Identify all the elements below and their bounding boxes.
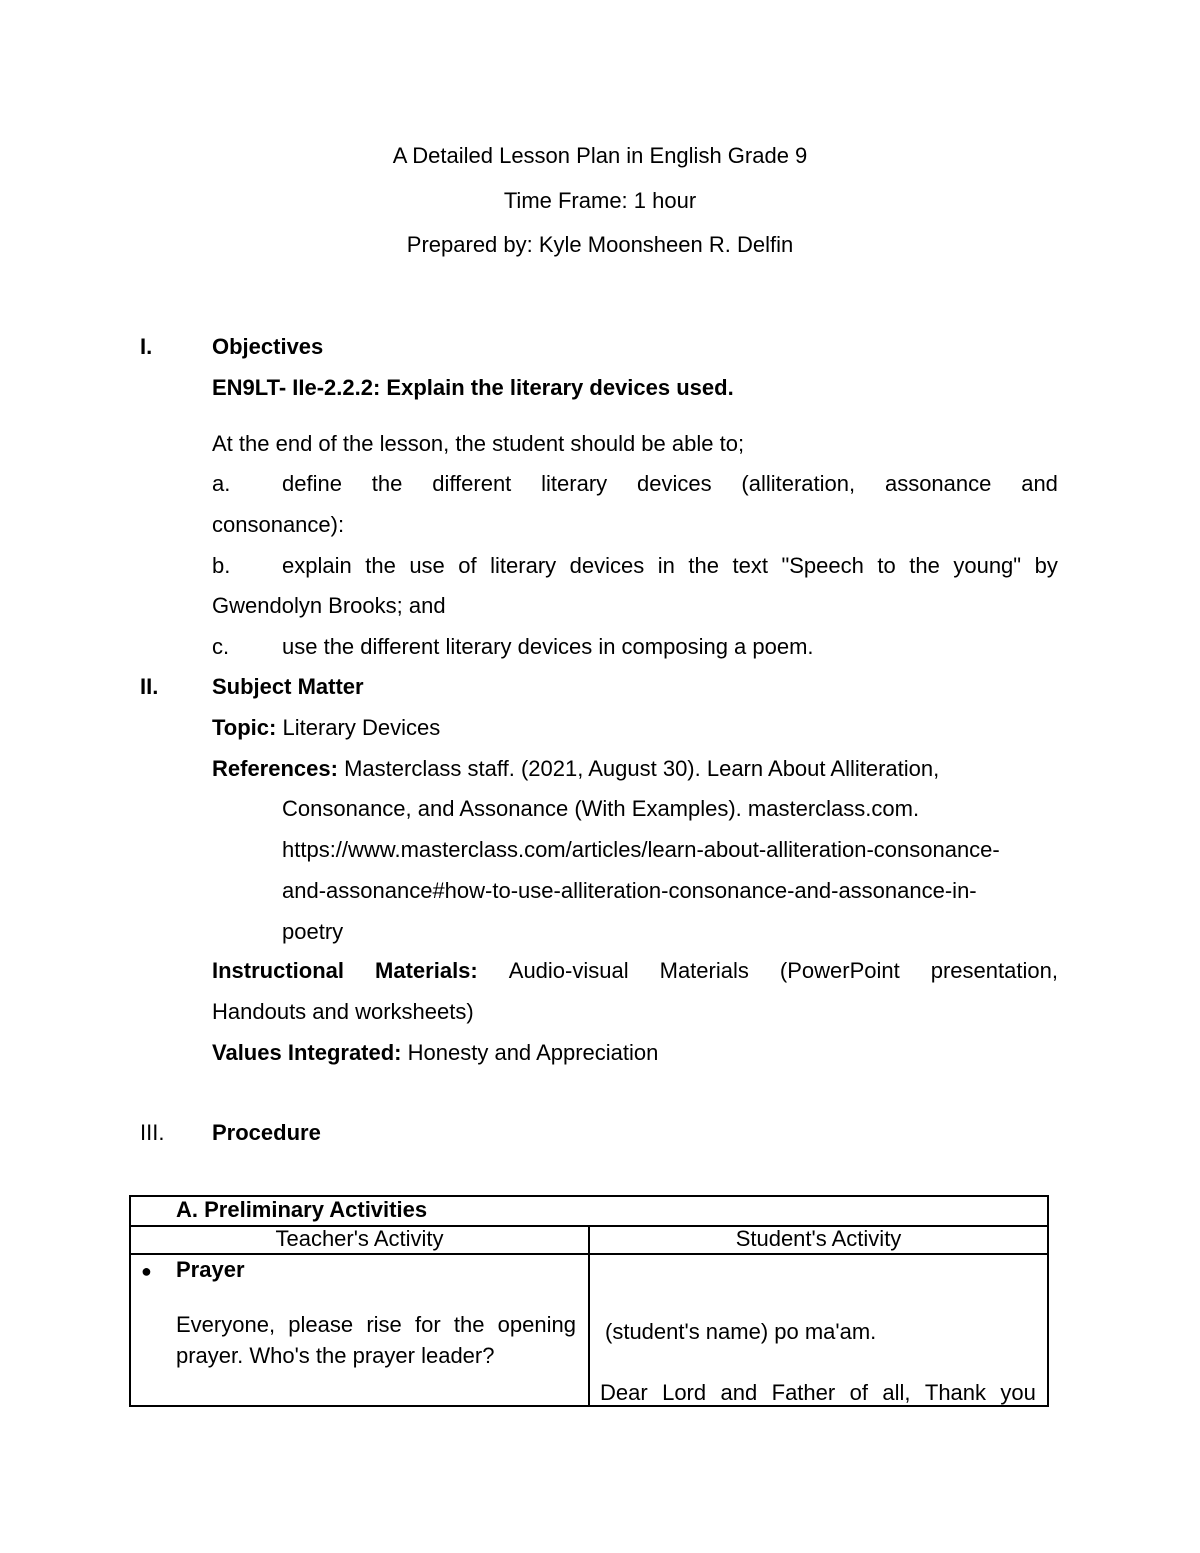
- references-line1: [212, 756, 939, 782]
- teacher-activity-header: Teacher's Activity: [130, 1226, 589, 1254]
- objective-c-line1: use the different literary devices in composing a poem.: [282, 634, 814, 659]
- word: the: [365, 553, 396, 578]
- word: of: [849, 1380, 868, 1405]
- references-url-line2: and-assonance#how-to-use-alliteration-consonance-and-assonance-in-: [282, 878, 977, 903]
- word: Thank: [924, 1380, 987, 1405]
- objective-c-letter: c.: [212, 634, 230, 659]
- references-url-line1: https://www.masterclass.com/articles/learn-about-alliteration-consonance-: [282, 837, 1000, 862]
- section-title: A. Preliminary Activities: [130, 1196, 1048, 1226]
- word: the: [909, 553, 940, 578]
- materials-label-word: Materials:: [375, 958, 478, 983]
- word: text: [732, 553, 768, 578]
- table-row: [130, 1254, 1048, 1406]
- topic-line: [212, 715, 440, 741]
- procedure-heading: Procedure: [212, 1120, 321, 1145]
- prayer-instruction-line1: [176, 1312, 576, 1338]
- word: devices: [636, 471, 712, 496]
- objective-a-line2: consonance):: [212, 512, 345, 537]
- word: (alliteration,: [741, 471, 856, 496]
- word: "Speech: [781, 553, 864, 578]
- word: different: [432, 471, 512, 496]
- word: the: [688, 553, 719, 578]
- prayer-instruction-line2: prayer. Who's the prayer leader?: [176, 1343, 495, 1368]
- table-section-row: [130, 1196, 1048, 1226]
- materials-word: Materials: [659, 958, 749, 983]
- student-response-line1: (student's name) po ma'am.: [605, 1319, 877, 1344]
- materials-line2: Handouts and worksheets): [212, 999, 474, 1024]
- values-value: Honesty and Appreciation: [407, 1040, 659, 1065]
- values-label: Values Integrated:: [212, 1040, 402, 1065]
- word: by: [1034, 553, 1058, 578]
- subject-matter-heading: Subject Matter: [212, 674, 364, 699]
- word: use: [409, 553, 445, 578]
- word: literary: [490, 553, 557, 578]
- word: opening: [497, 1312, 576, 1337]
- word: and: [1021, 471, 1058, 496]
- word: for: [414, 1312, 441, 1337]
- references-url-line3: poetry: [282, 919, 344, 944]
- word: Lord: [662, 1380, 707, 1405]
- word: in: [657, 553, 675, 578]
- student-cell: [589, 1254, 1048, 1406]
- word: Father: [771, 1380, 836, 1405]
- student-response-line2: [600, 1380, 1036, 1406]
- table-header-row: [130, 1226, 1048, 1254]
- references-text: Masterclass staff. (2021, August 30). Learn About Alliteration,: [344, 756, 940, 781]
- word: the: [371, 471, 403, 496]
- materials-word: Audio-visual: [508, 958, 629, 983]
- word: assonance: [884, 471, 992, 496]
- word: literary: [541, 471, 608, 496]
- objective-a-line1: [282, 471, 1058, 497]
- objectives-intro: At the end of the lesson, the student should be able to;: [212, 431, 745, 456]
- references-line2: Consonance, and Assonance (With Examples). masterclass.com.: [282, 796, 920, 821]
- objective-b-letter: b.: [212, 553, 231, 578]
- word: and: [720, 1380, 758, 1405]
- prayer-title: Prayer: [176, 1257, 245, 1282]
- word: you: [1000, 1380, 1036, 1405]
- topic-value: Literary Devices: [282, 715, 441, 740]
- objective-a-letter: a.: [212, 471, 231, 496]
- procedure-table: [129, 1195, 1049, 1407]
- subject-matter-numeral: II.: [140, 674, 159, 699]
- materials-line1: [212, 958, 1058, 984]
- values-line: [212, 1040, 658, 1066]
- word: please: [288, 1312, 354, 1337]
- materials-word: (PowerPoint: [779, 958, 900, 983]
- materials-word: presentation,: [930, 958, 1058, 983]
- objective-b-line2: Gwendolyn Brooks; and: [212, 593, 446, 618]
- teacher-cell: [130, 1254, 589, 1406]
- word: rise: [366, 1312, 402, 1337]
- bullet-icon: ●: [141, 1261, 152, 1281]
- word: the: [453, 1312, 485, 1337]
- time-frame: Time Frame: 1 hour: [503, 188, 697, 213]
- objective-b-line1: [282, 553, 1058, 579]
- references-label: References:: [212, 756, 338, 781]
- word: explain: [282, 553, 352, 578]
- word: young": [953, 553, 1022, 578]
- competency-code: EN9LT- IIe-2.2.2: Explain the literary devices used.: [212, 375, 734, 400]
- word: of: [458, 553, 477, 578]
- student-activity-header: Student's Activity: [589, 1226, 1048, 1254]
- prepared-by: Prepared by: Kyle Moonsheen R. Delfin: [406, 232, 794, 257]
- document-title: A Detailed Lesson Plan in English Grade 9: [392, 143, 808, 168]
- objectives-heading: Objectives: [212, 334, 324, 359]
- materials-label-word: Instructional: [212, 958, 345, 983]
- word: all,: [882, 1380, 911, 1405]
- objectives-numeral: I.: [140, 334, 153, 359]
- word: Dear: [600, 1380, 648, 1405]
- word: devices: [569, 553, 645, 578]
- word: define: [282, 471, 342, 496]
- procedure-numeral: III.: [140, 1120, 165, 1145]
- topic-label: Topic:: [212, 715, 277, 740]
- word: to: [877, 553, 896, 578]
- word: Everyone,: [176, 1312, 276, 1337]
